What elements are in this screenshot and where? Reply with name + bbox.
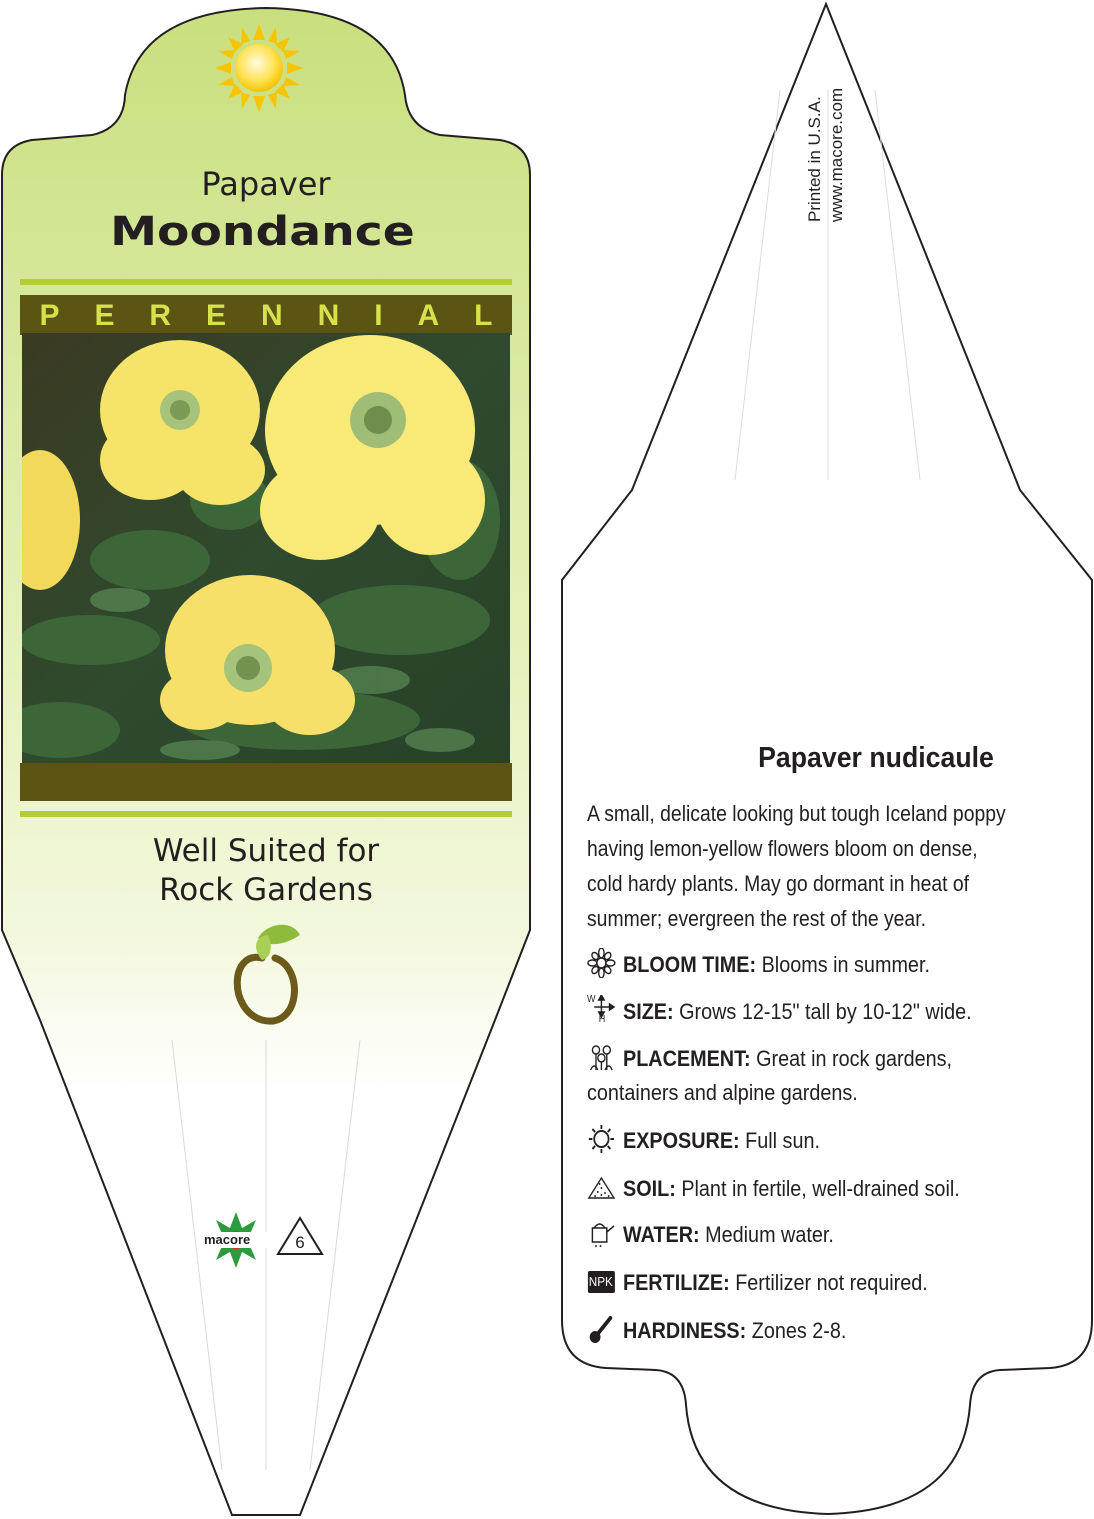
banner-bottom [20, 763, 512, 801]
attribute-value: Grows 12-15" tall by 10-12" wide. [679, 999, 972, 1024]
thermometer-icon [587, 1314, 619, 1344]
banner-letter: I [374, 299, 383, 332]
plant-description: A small, delicate looking but tough Iceland poppy having lemon-yellow flowers bloom on dense, cold hardy plants. May go dormant in heat of summer; evergreen the rest of the year. [587, 801, 1006, 931]
size-icon-letter: W [587, 994, 596, 1005]
attribute-label: HARDINESS: [623, 1318, 747, 1343]
attribute-bloom-time [587, 948, 1019, 982]
banner-letter: N [317, 299, 340, 332]
size-arrows-icon [587, 995, 619, 1025]
attribute-size [587, 995, 1019, 1029]
banner-letter: R [149, 299, 172, 332]
plants-icon [587, 1042, 619, 1072]
attribute-label: FERTILIZE: [623, 1270, 730, 1295]
watering-can-icon [587, 1218, 619, 1248]
printed-in-note [804, 88, 848, 222]
attribute-label: PLACEMENT: [623, 1046, 751, 1071]
banner-letter: E [206, 299, 227, 332]
tagline-line: Well Suited for [152, 833, 380, 869]
attribute-label: WATER: [623, 1222, 700, 1247]
attribute-value: Great in rock gardens, containers and alpine gardens. [587, 1046, 953, 1105]
attribute-label: SOIL: [623, 1176, 676, 1201]
attribute-soil [587, 1172, 1019, 1206]
attribute-value: Fertilizer not required. [735, 1270, 928, 1295]
npk-icon [587, 1266, 619, 1296]
attribute-value: Full sun. [745, 1128, 820, 1153]
flower-icon [587, 948, 619, 978]
tagline [20, 832, 512, 910]
printed-line: www.macore.com [827, 87, 846, 222]
npk-icon-text: NPK [588, 1274, 613, 1289]
soil-icon [587, 1172, 619, 1202]
attribute-value: Plant in fertile, well-drained soil. [681, 1176, 960, 1201]
banner-letter: L [474, 299, 493, 332]
banner-letter: A [417, 299, 440, 332]
sun-icon [215, 24, 303, 112]
attribute-placement [587, 1042, 1019, 1110]
attribute-water [587, 1218, 1019, 1252]
attribute-label: SIZE: [623, 999, 674, 1024]
attribute-exposure [587, 1124, 1019, 1158]
tagline-line: Rock Gardens [159, 872, 373, 908]
banner-letter: N [261, 299, 283, 332]
size-icon-letter: H [598, 1014, 606, 1025]
attribute-value: Blooms in summer. [761, 952, 930, 977]
attribute-value: Zones 2-8. [751, 1318, 847, 1343]
recycle-number: 6 [295, 1233, 305, 1252]
botanical-name: Papaver nudicaule [758, 742, 994, 774]
attribute-hardiness [587, 1314, 1019, 1348]
attribute-fertilize [587, 1266, 1019, 1300]
lime-rule-top [20, 279, 512, 285]
attribute-value: Medium water. [705, 1222, 834, 1247]
attribute-label: EXPOSURE: [623, 1128, 740, 1153]
perennial-banner [22, 296, 510, 336]
front-genus: Papaver [201, 165, 331, 203]
macore-logo-text: macore [204, 1232, 251, 1247]
front-variety: Moondance [110, 209, 415, 255]
lime-rule-bottom [20, 811, 512, 817]
banner-letter: E [94, 299, 115, 332]
printed-line: Printed in U.S.A. [805, 96, 824, 222]
attribute-label: BLOOM TIME: [623, 952, 757, 977]
poppy-photo [0, 333, 510, 765]
banner-letter: P [39, 299, 60, 332]
sun-outline-icon [587, 1124, 619, 1154]
